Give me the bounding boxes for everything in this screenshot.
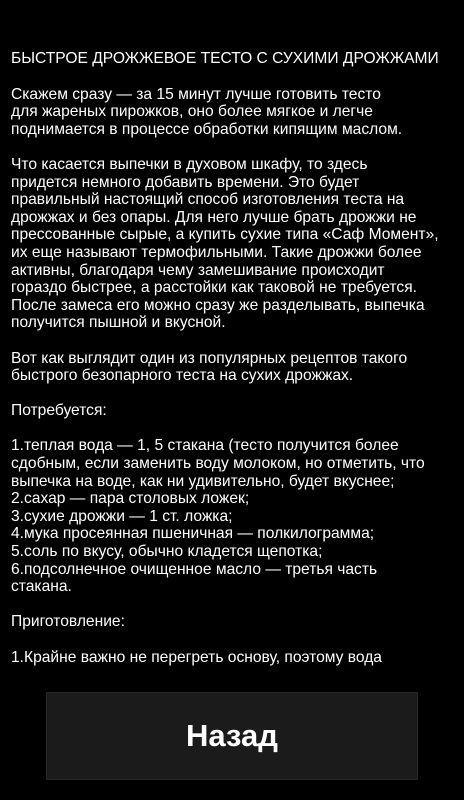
ingredient-item: 6.подсолнечное очищенное масло — третья часть стакана. bbox=[11, 560, 378, 596]
recipe-intro-paragraph: Вот как выглядит один из популярных рецептов такого быстрого безопарного теста на сухих дрожжах. bbox=[11, 349, 408, 385]
back-button[interactable]: Назад bbox=[46, 692, 418, 780]
ingredients-list bbox=[11, 437, 450, 595]
ingredient-item: 5.соль по вкусу, обычно кладется щепотка; bbox=[11, 543, 323, 561]
ingredient-item: 2.сахар — пара столовых ложек; bbox=[11, 490, 250, 508]
intro-paragraph: Скажем сразу — за 15 минут лучше готовить тесто для жареных пирожков, оно более мягкое и легче поднимается в процессе обработки кипящим маслом. bbox=[11, 85, 403, 138]
preparation-heading: Приготовление: bbox=[11, 613, 125, 631]
ingredients-heading: Потребуется: bbox=[11, 402, 107, 420]
oven-paragraph: Что касается выпечки в духовом шкафу, то здесь придется немного добавить времени. Это будет правильный настоящий способ изготовления теста на дрожжах и без опары. Для него лучше брать дрожжи не прессованные сырые, а купить сухие типа «Саф Момент», их еще называют термофильными. Такие дрожжи более активны, благодаря чему замешивание происходит гораздо быстрее, а расстойки как таковой не требуется. После замеса его можно сразу же разделывать, выпечка получится пышной и вкусной. bbox=[11, 155, 439, 332]
step-item: 1.Крайне важно не перегреть основу, поэтому вода bbox=[11, 648, 382, 666]
ingredient-item: 3.сухие дрожжи — 1 ст. ложка; bbox=[11, 507, 233, 525]
article-title: БЫСТРОЕ ДРОЖЖЕВОЕ ТЕСТО С СУХИМИ ДРОЖЖАМИ bbox=[11, 50, 439, 67]
ingredient-item: 4.мука просеянная пшеничная — полкилограмма; bbox=[11, 525, 375, 543]
bottom-bar bbox=[0, 674, 464, 800]
ingredient-item: 1.теплая вода — 1, 5 стакана (тесто получится более сдобным, если заменить воду молоком, но отметить, что выпечка на воде, как ни удивительно, будет вкуснее; bbox=[11, 437, 425, 490]
steps-list bbox=[11, 649, 450, 667]
